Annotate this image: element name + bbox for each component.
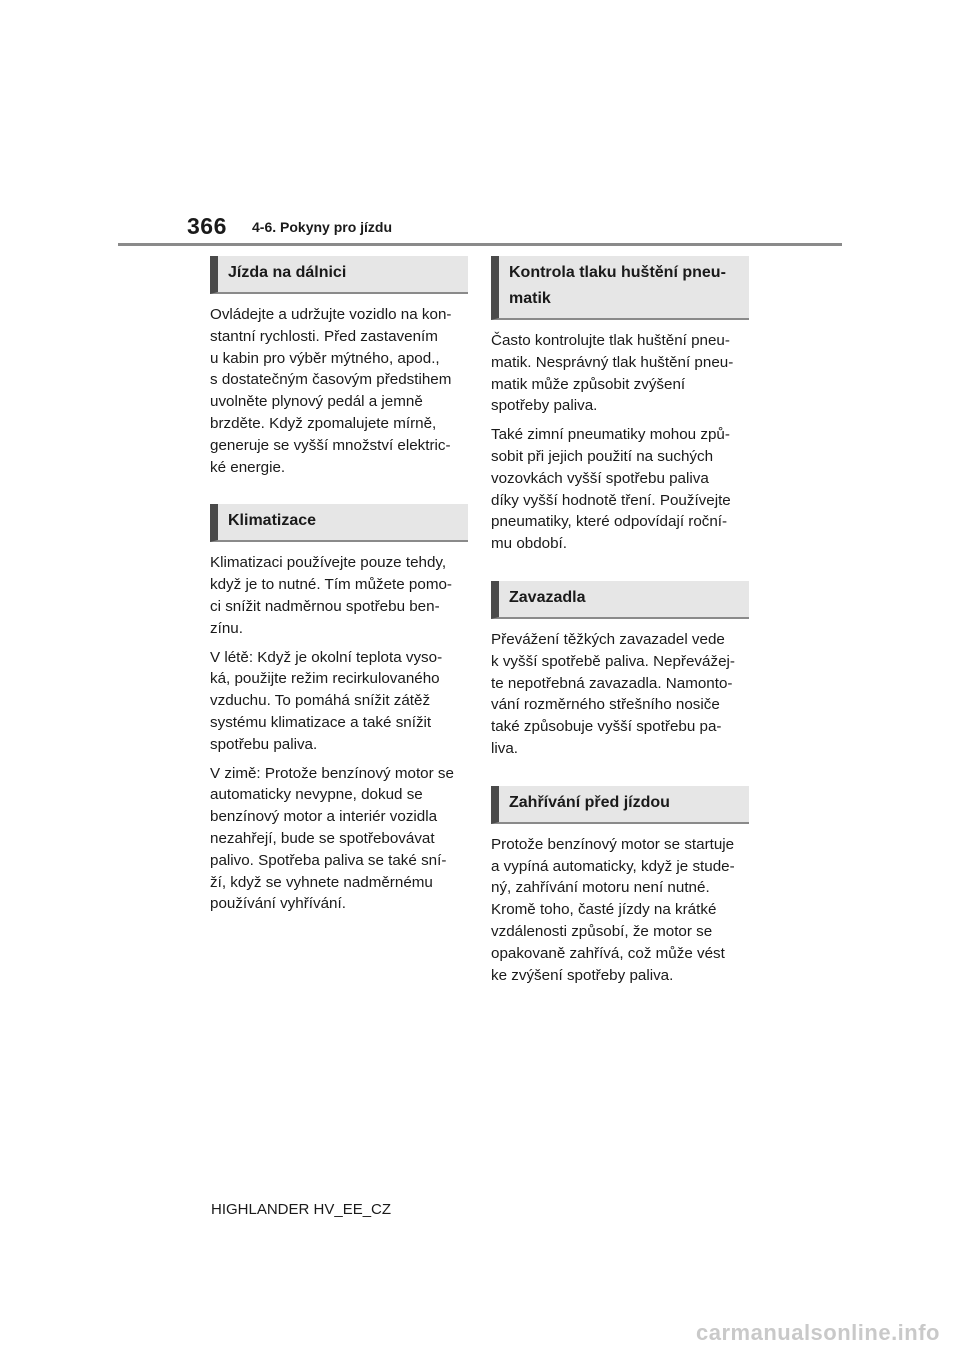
footer-model-code: HIGHLANDER HV_EE_CZ (211, 1201, 392, 1218)
section-heading: Kontrola tlaku huštění pneu- matik (491, 256, 749, 320)
right-column (491, 256, 749, 1012)
paragraph: Často kontrolujte tlak huštění pneu- matik. Nesprávný tlak huštění pneu- matik může způsobit zvýšení spotřeby paliva. (491, 332, 734, 415)
paragraph: Ovládejte a udržujte vozidlo na kon- stantní rychlosti. Před zastavením u kabin pro výběr mýtného, apod., s dostatečným časovým předstihem uvolněte plynový pedál a jemně brzděte. Když zpomalujete mírně, generuje se vyšší množství elektric- ké energie. (210, 306, 452, 476)
section-body (491, 629, 749, 760)
section-heading: Jízda na dálnici (210, 256, 468, 294)
paragraph: Protože benzínový motor se startuje a vypíná automaticky, když je stude- ný, zahřívání motoru není nutné. Kromě toho, časté jízdy na krátké vzdálenosti způsobí, že motor se opakovaně zahřívá, což může vést ke zvýšení spotřeby paliva. (491, 835, 735, 984)
paragraph: Převážení těžkých zavazadel vede k vyšší spotřebě paliva. Nepřevážej- te nepotřebná zavazadla. Namonto- vání rozměrného střešního nosiče také způsobuje vyšší spotřebu pa- liva. (491, 630, 735, 757)
left-column (210, 256, 468, 941)
section-body (210, 304, 468, 478)
paragraph: Také zimní pneumatiky mohou způ- sobit při jejich použití na suchých vozovkách vyšší spotřebu paliva díky vyšší hodnotě tření. Používejte pneumatiky, které odpovídají roční- mu období. (491, 426, 731, 553)
watermark: carmanualsonline.info (696, 1320, 940, 1345)
section-body (210, 552, 468, 915)
section-tire-pressure (491, 256, 749, 555)
page-number: 366 (187, 213, 227, 239)
header-divider (118, 243, 842, 246)
paragraph: Klimatizaci používejte pouze tehdy, když je to nutné. Tím můžete pomo- ci snížit nadměrnou spotřebu ben- zínu. (210, 554, 452, 637)
paragraph: V létě: Když je okolní teplota vyso- ká, použijte režim recirkulovaného vzduchu. To pomáhá snížit zátěž systému klimatizace a také snížit spotřebu paliva. (210, 648, 443, 753)
section-heading: Zavazadla (491, 581, 749, 619)
chapter-title: 4-6. Pokyny pro jízdu (252, 219, 393, 235)
section-warm-up (491, 786, 749, 987)
section-air-conditioning (210, 504, 468, 915)
section-heading: Zahřívání před jízdou (491, 786, 749, 824)
paragraph: V zimě: Protože benzínový motor se automaticky nevypne, dokud se benzínový motor a interiér vozidla nezahřejí, bude se spotřebovávat palivo. Spotřeba paliva se také sní- ží, když se vyhnete nadměrnému používání vyhřívání. (210, 764, 454, 913)
section-heading: Klimatizace (210, 504, 468, 542)
section-highway-driving (210, 256, 468, 478)
section-body (491, 834, 749, 987)
section-body (491, 330, 749, 555)
section-luggage (491, 581, 749, 760)
